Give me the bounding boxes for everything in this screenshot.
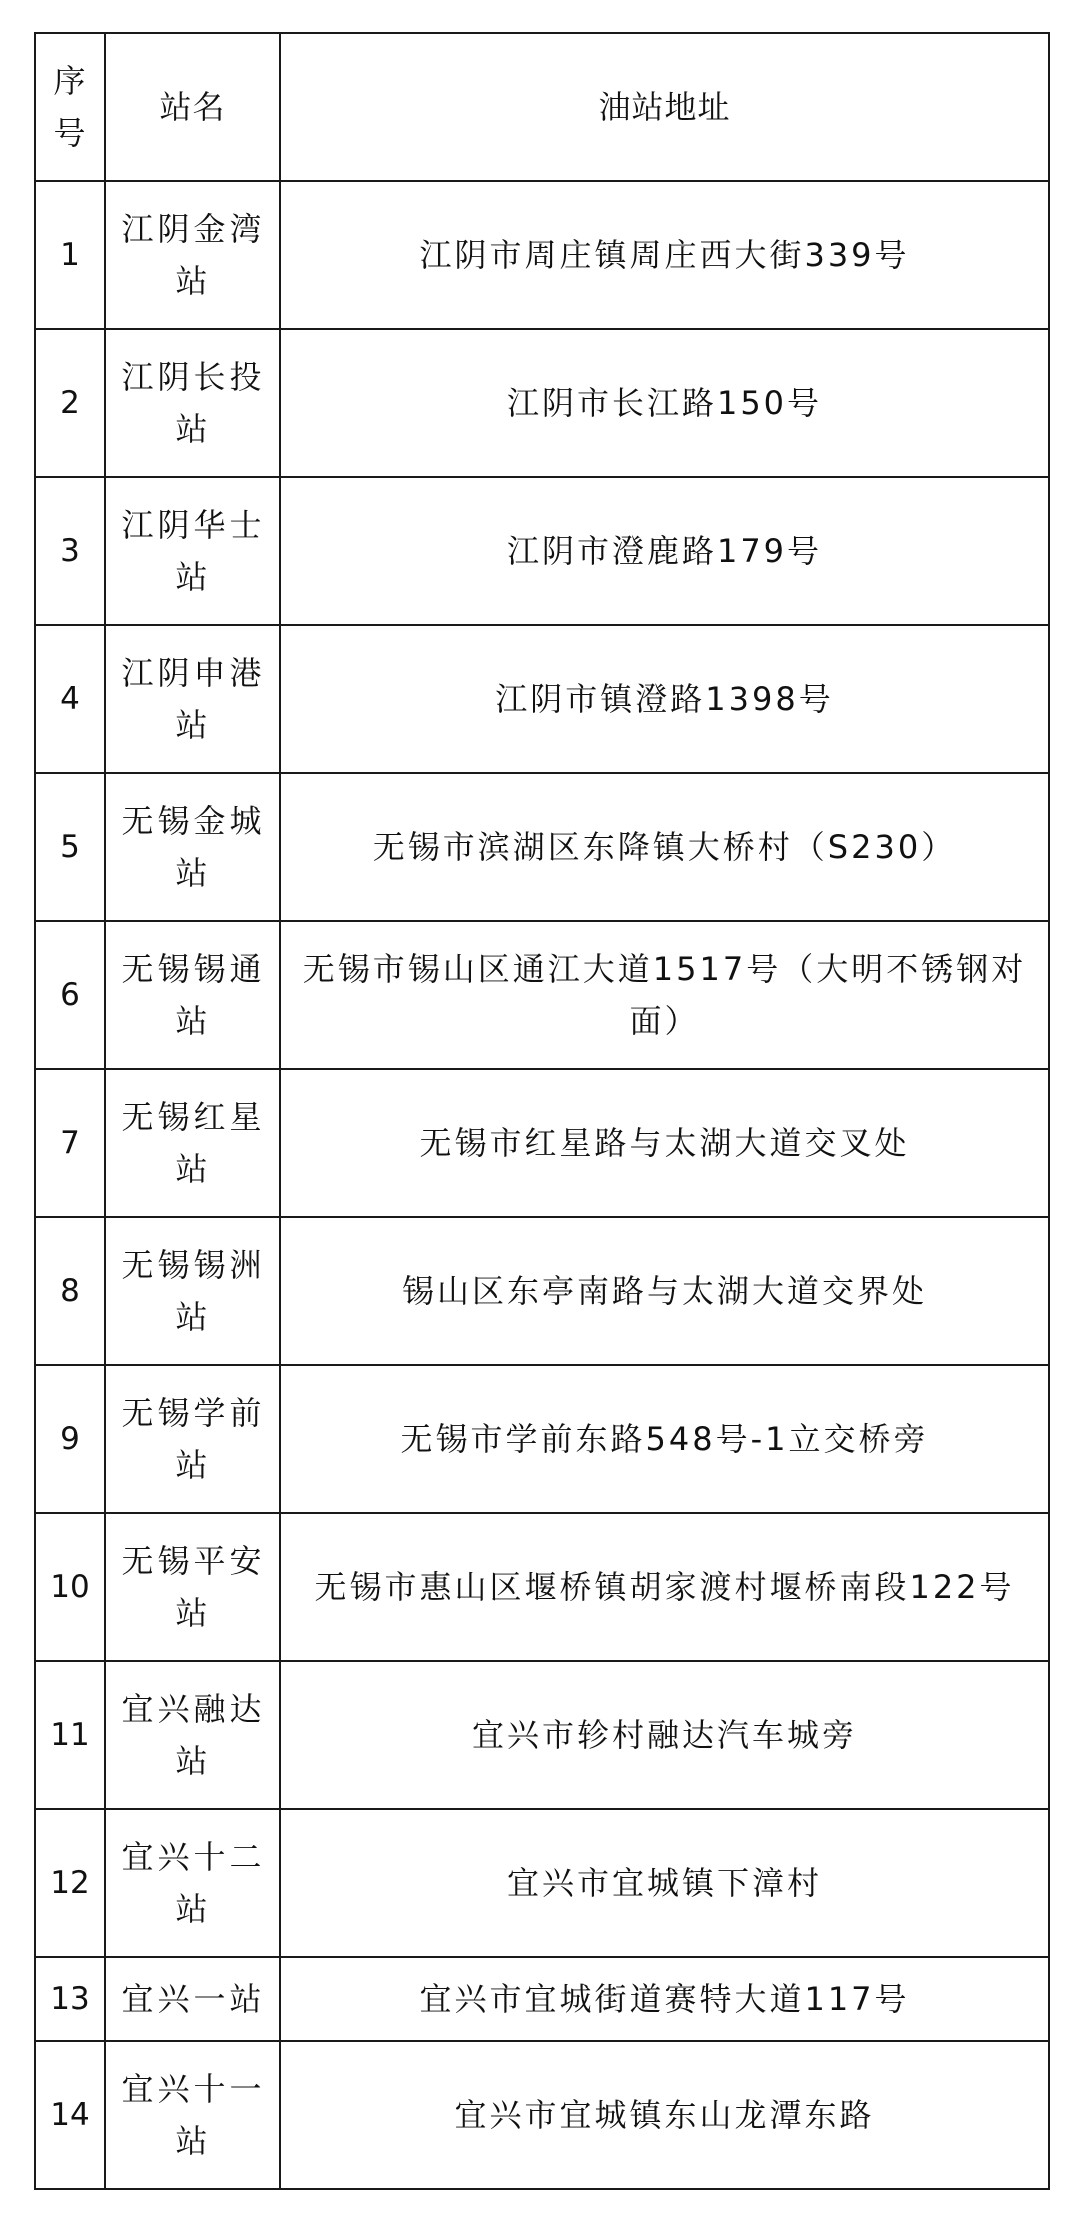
row-address: 江阴市澄鹿路179号: [280, 477, 1049, 625]
table-row: [35, 921, 1049, 1069]
table-row: [35, 329, 1049, 477]
row-no: 1: [35, 181, 105, 329]
table-row: [35, 1957, 1049, 2041]
row-no: 9: [35, 1365, 105, 1513]
row-address: 江阴市周庄镇周庄西大街339号: [280, 181, 1049, 329]
row-no: 13: [35, 1957, 105, 2041]
row-address: 宜兴市轸村融达汽车城旁: [280, 1661, 1049, 1809]
row-address: 无锡市红星路与太湖大道交叉处: [280, 1069, 1049, 1217]
row-name: 宜兴十一站: [105, 2041, 280, 2189]
header-address: 油站地址: [280, 33, 1049, 181]
table-header-row: [35, 33, 1049, 181]
row-address: 无锡市滨湖区东降镇大桥村（S230）: [280, 773, 1049, 921]
table-row: [35, 1217, 1049, 1365]
document-page: [34, 32, 1048, 2190]
row-address: 宜兴市宜城街道赛特大道117号: [280, 1957, 1049, 2041]
row-no: 5: [35, 773, 105, 921]
table-row: [35, 2041, 1049, 2189]
row-name: 宜兴融达站: [105, 1661, 280, 1809]
row-address: 宜兴市宜城镇东山龙潭东路: [280, 2041, 1049, 2189]
row-name: 无锡平安站: [105, 1513, 280, 1661]
table-row: [35, 1809, 1049, 1957]
row-no: 6: [35, 921, 105, 1069]
row-no: 12: [35, 1809, 105, 1957]
row-name: 宜兴十二站: [105, 1809, 280, 1957]
row-name: 宜兴一站: [105, 1957, 280, 2041]
row-no: 8: [35, 1217, 105, 1365]
row-address: 江阴市镇澄路1398号: [280, 625, 1049, 773]
row-address: 江阴市长江路150号: [280, 329, 1049, 477]
row-name: 无锡锡洲站: [105, 1217, 280, 1365]
row-no: 14: [35, 2041, 105, 2189]
row-no: 4: [35, 625, 105, 773]
table-row: [35, 1069, 1049, 1217]
header-name: 站名: [105, 33, 280, 181]
row-no: 7: [35, 1069, 105, 1217]
row-name: 无锡金城站: [105, 773, 280, 921]
row-name: 无锡学前站: [105, 1365, 280, 1513]
table-row: [35, 477, 1049, 625]
row-no: 11: [35, 1661, 105, 1809]
row-address: 无锡市惠山区堰桥镇胡家渡村堰桥南段122号: [280, 1513, 1049, 1661]
row-no: 10: [35, 1513, 105, 1661]
row-address: 无锡市锡山区通江大道1517号（大明不锈钢对面）: [280, 921, 1049, 1069]
row-name: 江阴申港站: [105, 625, 280, 773]
row-name: 无锡红星站: [105, 1069, 280, 1217]
row-name: 无锡锡通站: [105, 921, 280, 1069]
row-no: 2: [35, 329, 105, 477]
header-no: 序号: [35, 33, 105, 181]
table-row: [35, 1661, 1049, 1809]
gas-station-table: [34, 32, 1050, 2190]
row-no: 3: [35, 477, 105, 625]
row-address: 无锡市学前东路548号-1立交桥旁: [280, 1365, 1049, 1513]
table-row: [35, 1365, 1049, 1513]
row-name: 江阴长投站: [105, 329, 280, 477]
row-address: 宜兴市宜城镇下漳村: [280, 1809, 1049, 1957]
table-row: [35, 625, 1049, 773]
table-row: [35, 1513, 1049, 1661]
table-row: [35, 181, 1049, 329]
row-name: 江阴华士站: [105, 477, 280, 625]
row-name: 江阴金湾站: [105, 181, 280, 329]
row-address: 锡山区东亭南路与太湖大道交界处: [280, 1217, 1049, 1365]
table-row: [35, 773, 1049, 921]
